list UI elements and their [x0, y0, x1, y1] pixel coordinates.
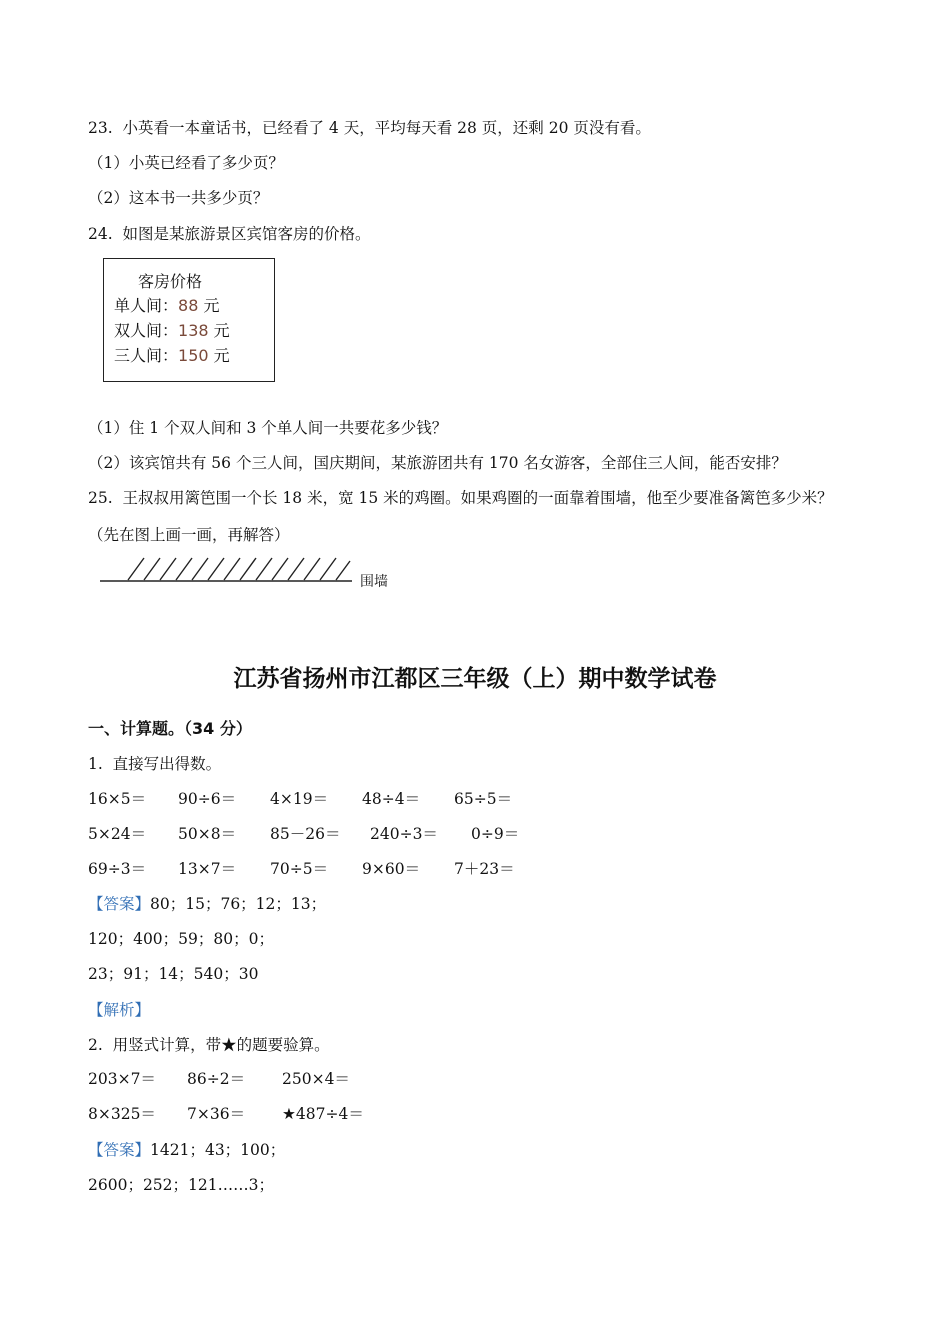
calc-item: 9×60＝ [362, 860, 421, 878]
p2-answer-line: 2600；252；121……3； [88, 1176, 274, 1194]
price-value: 138 [178, 321, 209, 340]
answer-tag: 【答案】 [88, 895, 151, 913]
calc-item: 48÷4＝ [362, 790, 421, 808]
answer-text: 1421；43；100； [150, 1141, 286, 1159]
p2-answer-line [88, 1140, 285, 1160]
analysis-tag: 【解析】 [88, 1001, 151, 1019]
q24-sub1: （1）住 1 个双人间和 3 个单人间一共要花多少钱？ [88, 419, 448, 437]
p1-answer-line: 23；91；14；540；30 [88, 965, 259, 983]
price-unit: 元 [203, 296, 220, 315]
calc-item: 0÷9＝ [471, 825, 520, 843]
answer-text: 80；15；76；12；13； [150, 895, 327, 913]
q25-text: 25. 王叔叔用篱笆围一个长 18 米，宽 15 米的鸡圈。如果鸡圈的一面靠着围墙，他至少要准备篱笆多少米？ [88, 489, 833, 507]
calc-item: 50×8＝ [178, 825, 237, 843]
calc-item: 65÷5＝ [454, 790, 513, 808]
calc-item: 203×7＝ [88, 1070, 156, 1088]
calc-item: 4×19＝ [270, 790, 329, 808]
price-row-double [114, 318, 230, 341]
calc-item: ★487÷4＝ [282, 1105, 364, 1123]
price-value: 88 [178, 296, 199, 315]
q24-text: 24. 如图是某旅游景区宾馆客房的价格。 [88, 225, 371, 243]
price-label: 单人间： [114, 296, 179, 315]
price-table-title: 客房价格 [138, 272, 203, 291]
calc-item: 5×24＝ [88, 825, 147, 843]
q23-sub1: （1）小英已经看了多少页？ [88, 154, 284, 172]
p2-text: 2. 用竖式计算，带★的题要验算。 [88, 1036, 330, 1054]
price-label: 双人间： [114, 321, 179, 340]
calc-item: 7×36＝ [187, 1105, 246, 1123]
fence-wall-figure [100, 556, 360, 586]
wall-label: 围墙 [360, 574, 388, 590]
q23-text: 23. 小英看一本童话书，已经看了 4 天，平均每天看 28 页，还剩 20 页没有看。 [88, 119, 651, 137]
calc-item: 13×7＝ [178, 860, 237, 878]
p1-answer-line: 120；400；59；80；0； [88, 930, 274, 948]
q25-note: （先在图上画一画，再解答） [88, 526, 290, 544]
calc-item: 250×4＝ [282, 1070, 350, 1088]
exam-title: 江苏省扬州市江都区三年级（上）期中数学试卷 [233, 666, 717, 692]
calc-item: 69÷3＝ [88, 860, 147, 878]
p1-answer-line [88, 894, 326, 914]
calc-item: 86÷2＝ [187, 1070, 246, 1088]
p1-text: 1. 直接写出得数。 [88, 755, 222, 773]
price-unit: 元 [213, 321, 230, 340]
answer-tag: 【答案】 [88, 1141, 151, 1159]
price-row-triple [114, 343, 230, 366]
q24-sub2: （2）该宾馆共有 56 个三人间，国庆期间，某旅游团共有 170 名女游客，全部住三人间，能否安排？ [88, 454, 787, 472]
section-heading: 一、计算题。（34 分） [88, 719, 252, 738]
calc-item: 8×325＝ [88, 1105, 156, 1123]
q23-sub2: （2）这本书一共多少页？ [88, 189, 269, 207]
price-value: 150 [178, 346, 209, 365]
calc-item: 90÷6＝ [178, 790, 237, 808]
calc-item: 16×5＝ [88, 790, 147, 808]
price-label: 三人间： [114, 346, 179, 365]
price-row-single [114, 293, 219, 316]
price-table-box [103, 258, 275, 382]
calc-item: 7＋23＝ [454, 860, 515, 878]
calc-item: 85－26＝ [270, 825, 341, 843]
calc-item: 240÷3＝ [370, 825, 438, 843]
price-unit: 元 [213, 346, 230, 365]
calc-item: 70÷5＝ [270, 860, 329, 878]
